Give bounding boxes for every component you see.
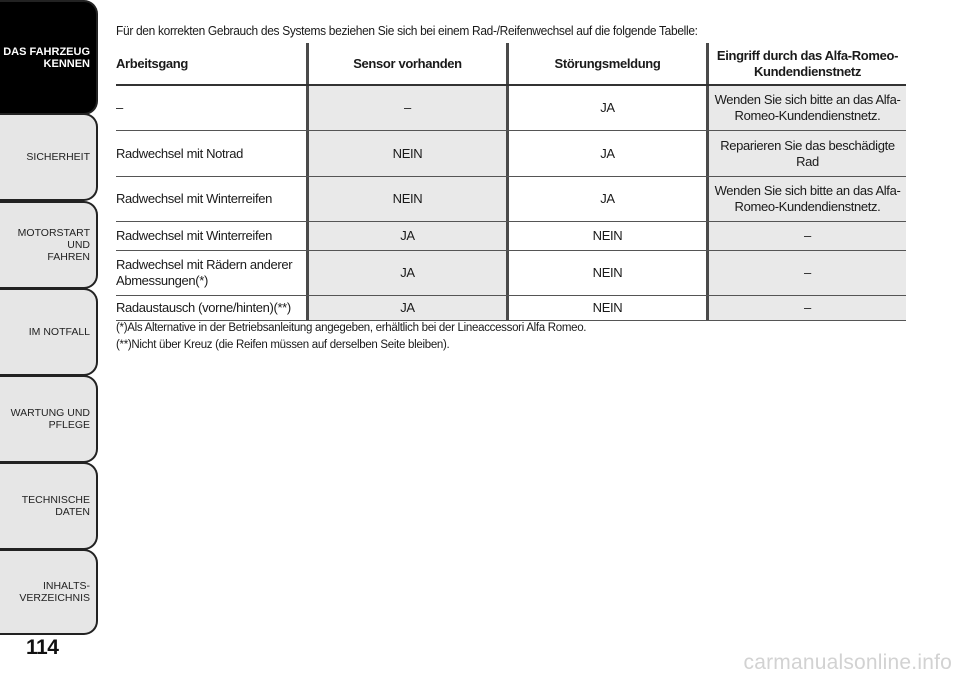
cell-sensor: – bbox=[306, 86, 506, 130]
tab-wartung-und-pflege[interactable]: WARTUNG UND PFLEGE bbox=[0, 375, 98, 463]
cell-stoerung: JA bbox=[506, 86, 706, 130]
cell-eingriff: Reparieren Sie das beschädigte Rad bbox=[706, 131, 906, 176]
cell-eingriff: – bbox=[706, 222, 906, 250]
footnote-1: (*)Als Alternative in der Betriebsanleitung angegeben, erhältlich bei der Lineaccessori Alfa Romeo. bbox=[116, 322, 587, 334]
table-row bbox=[116, 222, 906, 251]
page-number: 114 bbox=[26, 636, 59, 659]
tab-technische-daten[interactable]: TECHNISCHE DATEN bbox=[0, 462, 98, 550]
cell-stoerung: NEIN bbox=[506, 222, 706, 250]
cell-sensor: JA bbox=[306, 251, 506, 295]
cell-arbeitsgang: Radwechsel mit Rädern anderer Abmessungen(*) bbox=[116, 257, 293, 288]
cell-arbeitsgang: Radwechsel mit Winterreifen bbox=[116, 228, 272, 243]
intro-text: Für den korrekten Gebrauch des Systems beziehen Sie sich bei einem Rad-/Reifenwechsel auf die folgende Tabelle: bbox=[116, 23, 698, 38]
table-row bbox=[116, 177, 906, 222]
cell-arbeitsgang: – bbox=[116, 100, 123, 115]
cell-sensor: JA bbox=[306, 222, 506, 250]
cell-arbeitsgang: Radaustausch (vorne/hinten)(**) bbox=[116, 300, 291, 315]
table-row bbox=[116, 251, 906, 296]
cell-sensor: NEIN bbox=[306, 177, 506, 221]
tab-motorstart-und-fahren[interactable]: MOTORSTART UND FAHREN bbox=[0, 201, 98, 289]
cell-eingriff: Wenden Sie sich bitte an das Alfa-Romeo-Kundendienstnetz. bbox=[706, 177, 906, 221]
header-sensor-vorhanden: Sensor vorhanden bbox=[306, 43, 506, 84]
header-stoerungsmeldung: Störungsmeldung bbox=[506, 43, 706, 84]
table-row bbox=[116, 86, 906, 131]
cell-stoerung: JA bbox=[506, 177, 706, 221]
tab-sicherheit[interactable]: SICHERHEIT bbox=[0, 113, 98, 201]
cell-eingriff: Wenden Sie sich bitte an das Alfa-Romeo-Kundendienstnetz. bbox=[706, 86, 906, 130]
cell-eingriff: – bbox=[706, 251, 906, 295]
tab-im-notfall[interactable]: IM NOTFALL bbox=[0, 288, 98, 376]
cell-stoerung: NEIN bbox=[506, 251, 706, 295]
tire-change-table bbox=[116, 43, 906, 321]
cell-sensor: JA bbox=[306, 296, 506, 320]
header-eingriff: Eingriff durch das Alfa-Romeo-Kundendienstnetz bbox=[706, 43, 906, 84]
footnote-2: (**)Nicht über Kreuz (die Reifen müssen auf derselben Seite bleiben). bbox=[116, 339, 450, 351]
chapter-tabs bbox=[0, 0, 100, 640]
watermark-text: carmanualsonline.info bbox=[743, 651, 952, 674]
table-row bbox=[116, 296, 906, 321]
tab-inhaltsverzeichnis[interactable]: INHALTS- VERZEICHNIS bbox=[0, 549, 98, 635]
cell-stoerung: NEIN bbox=[506, 296, 706, 320]
cell-stoerung: JA bbox=[506, 131, 706, 176]
table-header-row bbox=[116, 43, 906, 86]
cell-arbeitsgang: Radwechsel mit Notrad bbox=[116, 145, 244, 161]
header-arbeitsgang: Arbeitsgang bbox=[116, 55, 188, 71]
tab-das-fahrzeug-kennen[interactable]: DAS FAHRZEUG KENNEN bbox=[0, 0, 98, 115]
cell-eingriff: – bbox=[706, 296, 906, 320]
cell-arbeitsgang: Radwechsel mit Winterreifen bbox=[116, 191, 272, 206]
table-row bbox=[116, 131, 906, 177]
cell-sensor: NEIN bbox=[306, 131, 506, 176]
